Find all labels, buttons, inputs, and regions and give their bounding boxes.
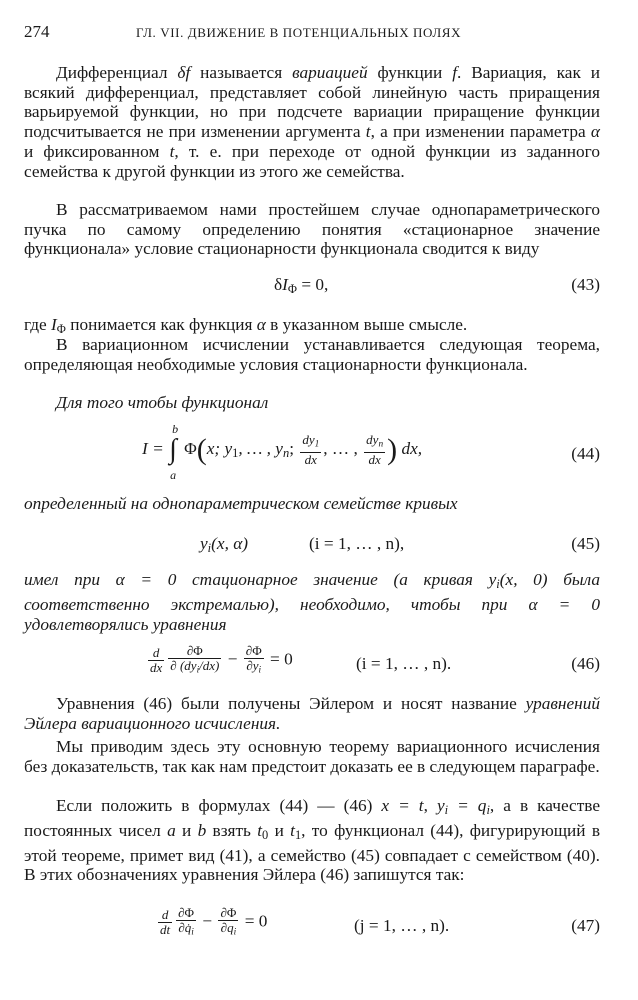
equation-number: (43) <box>571 275 600 294</box>
integral-sign: b ∫ a <box>169 422 179 482</box>
equation-number: (45) <box>571 534 600 553</box>
paragraph-variation-definition: Дифференциал δf называется вариацией функции f. Вариация, как и всякий дифференциал, представляет собой линейную часть приращения варьируемой функции, но при подсчете вариации приращение функции подсчитывается не при изменении аргумента t, а при изменении параметра α и фиксированном t, т. е. при переходе от одной функции из заданного семейства к другой функции из этого же семейства. <box>24 63 600 181</box>
paragraph-stationarity: В рассматриваемом нами простейшем случае однопараметрического пучка по самому определению понятия «стационарное значение функционала» условие стационарности функционала сводится к виду <box>24 200 600 259</box>
equation-45: $y_i(x$, α) (i = 1, … , n), (45) <box>200 534 600 556</box>
paragraph-euler: Уравнения (46) были получены Эйлером и носят название уравнений Эйлера вариационного исчисления. <box>24 694 600 733</box>
equation-number: (46) <box>571 654 600 673</box>
paragraph-no-proof: Мы приводим здесь эту основную теорему вариационного исчисления без доказательств, так как нам предстоит доказать ее в следующем параграфе. <box>24 737 600 776</box>
math-delta-f: δf <box>177 63 191 82</box>
math-alpha: α <box>590 122 600 142</box>
theorem-start: Для того чтобы функционал <box>56 393 269 412</box>
equation-47: $\frac{d}{dt}$ $\frac{\partial\Phi}{\partial q̇_i}$ − $\frac{\partial\Phi}{\partial q_i}$ = 0 (j = 1, … , n). (47) <box>160 905 600 938</box>
theorem-condition: имел при α = 0 стационарное значение (а кривая $y_i(x$, 0) была соответственно экстремалью), необходимо, чтобы при α = 0 удовлетворялись уравнения <box>24 570 600 634</box>
equation-46: $\frac{d}{dx}$ $\frac{\partial\Phi}{\partial (dy_i/dx)}$ − $\frac{\partial\Phi}{\partial y_i}$ = 0 (i = 1, … , n). (46) <box>150 643 600 676</box>
page-header <box>24 22 610 46</box>
theorem-family: определенный на однопараметрическом семействе кривых <box>24 494 458 513</box>
equation-number: (47) <box>571 916 600 935</box>
paragraph-theorem-intro: В вариационном исчислении устанавливается следующая теорема, определяющая необходимые условия стационарности функционала. <box>24 335 600 374</box>
equation-43: $\delta I_\Phi = 0$, (43) <box>274 275 600 297</box>
math-t: t <box>365 122 371 142</box>
page-number: 274 <box>24 22 50 41</box>
term-variation: вариацией <box>292 63 368 82</box>
math-t-fixed: t <box>169 141 175 161</box>
paragraph-substitution: Если положить в формулах (44) — (46) x = t, $y_i = q_i$, а в качестве постоянных чисел a и b взять $t_0$ и $t_1$, то функционал (44), фигурирующий в этой теореме, примет вид (41), а семейство (45) совпадает с семейством (40). В этих обозначениях уравнения Эйлера (46) запишутся так: <box>24 796 601 885</box>
running-title: ГЛ. VII. ДВИЖЕНИЕ В ПОТЕНЦИАЛЬНЫХ ПОЛЯХ <box>136 25 462 40</box>
equation-number: (44) <box>571 444 600 463</box>
equation-44: I = b ∫ a Φ(x; $y_1$, … , $y_n$; $\frac{dy_1}{dx}$ , … , $\frac{dy_n}{dx}$ ) dx, (44) <box>142 422 600 482</box>
paragraph-where: где $I_\Phi$ понимается как функция α в указанном выше смысле. <box>24 315 468 337</box>
math-f: f <box>452 63 458 82</box>
